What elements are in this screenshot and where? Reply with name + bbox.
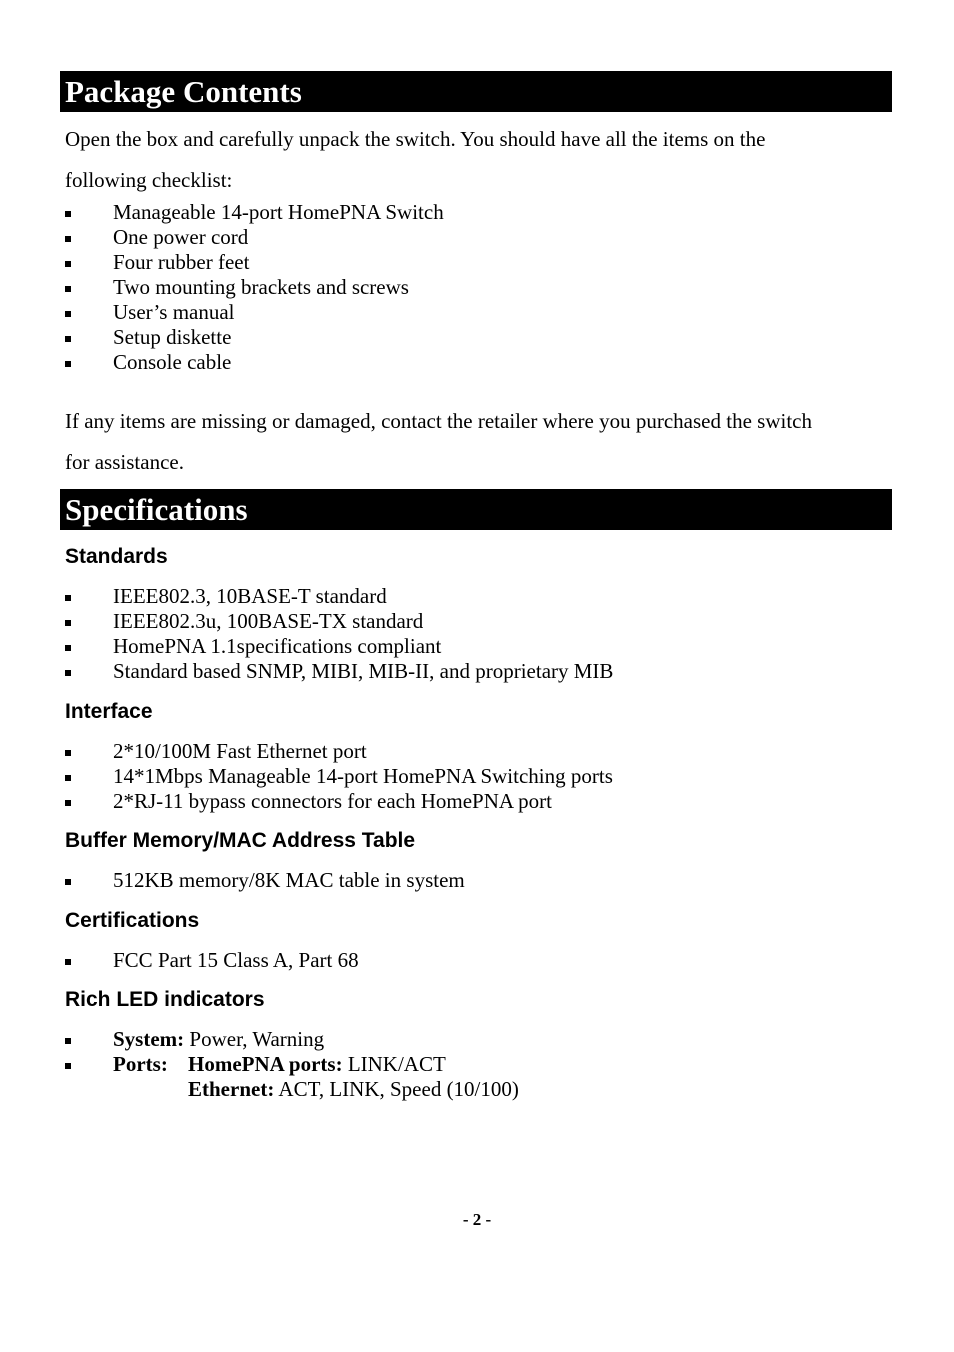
- specifications-heading-bar: [60, 489, 892, 530]
- certifications-title: Certifications: [65, 909, 200, 932]
- bullet-icon: [65, 750, 71, 756]
- buffer-list: [65, 868, 465, 893]
- specifications-heading: Specifications: [65, 492, 248, 527]
- bullet-icon: [65, 800, 71, 806]
- bullet-icon: [65, 211, 71, 217]
- buffer-title: Buffer Memory/MAC Address Table: [65, 829, 416, 852]
- list-item: User’s manual: [65, 300, 444, 325]
- list-item: Two mounting brackets and screws: [65, 275, 444, 300]
- package-checklist: [65, 200, 444, 375]
- bullet-icon: [65, 1063, 71, 1069]
- standards-title: Standards: [65, 545, 168, 568]
- missing-line-2: for assistance.: [65, 450, 184, 474]
- bullet-icon: [65, 1038, 71, 1044]
- intro-line-2: following checklist:: [65, 168, 233, 192]
- list-item: IEEE802.3, 10BASE-T standard: [65, 584, 613, 609]
- list-item: Console cable: [65, 350, 444, 375]
- list-item: One power cord: [65, 225, 444, 250]
- list-item: Standard based SNMP, MIBI, MIB-II, and proprietary MIB: [65, 659, 613, 684]
- list-item: FCC Part 15 Class A, Part 68: [65, 948, 359, 973]
- bullet-icon: [65, 261, 71, 267]
- bullet-icon: [65, 879, 71, 885]
- list-item: HomePNA 1.1specifications compliant: [65, 634, 613, 659]
- interface-list: [65, 739, 613, 814]
- list-item: Setup diskette: [65, 325, 444, 350]
- certifications-list: [65, 948, 359, 973]
- list-item: [65, 1052, 446, 1077]
- bullet-icon: [65, 236, 71, 242]
- list-item: [65, 1027, 446, 1052]
- list-item: IEEE802.3u, 100BASE-TX standard: [65, 609, 613, 634]
- bullet-icon: [65, 645, 71, 651]
- bullet-icon: [65, 595, 71, 601]
- system-label: System:: [113, 1027, 185, 1051]
- list-item: Four rubber feet: [65, 250, 444, 275]
- bullet-icon: [65, 670, 71, 676]
- ethernet-led-line: [188, 1077, 519, 1102]
- bullet-icon: [65, 361, 71, 367]
- page-number: - 2 -: [462, 1210, 492, 1229]
- intro-line-1: Open the box and carefully unpack the switch. You should have all the items on the: [65, 127, 766, 151]
- bullet-icon: [65, 336, 71, 342]
- list-item: 14*1Mbps Manageable 14-port HomePNA Switching ports: [65, 764, 613, 789]
- bullet-icon: [65, 775, 71, 781]
- homepna-ports-label: HomePNA ports:: [188, 1052, 343, 1076]
- list-item: 2*RJ-11 bypass connectors for each HomePNA port: [65, 789, 613, 814]
- bullet-icon: [65, 311, 71, 317]
- missing-line-1: If any items are missing or damaged, contact the retailer where you purchased the switch: [65, 409, 812, 433]
- led-indicators-title: Rich LED indicators: [65, 988, 265, 1011]
- bullet-icon: [65, 286, 71, 292]
- led-indicators-list: [65, 1027, 446, 1077]
- list-item: Manageable 14-port HomePNA Switch: [65, 200, 444, 225]
- list-item: 2*10/100M Fast Ethernet port: [65, 739, 613, 764]
- list-item: 512KB memory/8K MAC table in system: [65, 868, 465, 893]
- ethernet-label: Ethernet:: [188, 1077, 275, 1101]
- bullet-icon: [65, 959, 71, 965]
- package-contents-heading-bar: [60, 71, 892, 112]
- bullet-icon: [65, 620, 71, 626]
- system-value: Power, Warning: [184, 1027, 325, 1051]
- ethernet-value: ACT, LINK, Speed (10/100): [274, 1077, 519, 1101]
- standards-list: [65, 584, 613, 684]
- homepna-ports-value: LINK/ACT: [342, 1052, 446, 1076]
- interface-title: Interface: [65, 700, 153, 723]
- ports-label: Ports:: [113, 1052, 168, 1076]
- package-contents-heading: Package Contents: [65, 74, 302, 109]
